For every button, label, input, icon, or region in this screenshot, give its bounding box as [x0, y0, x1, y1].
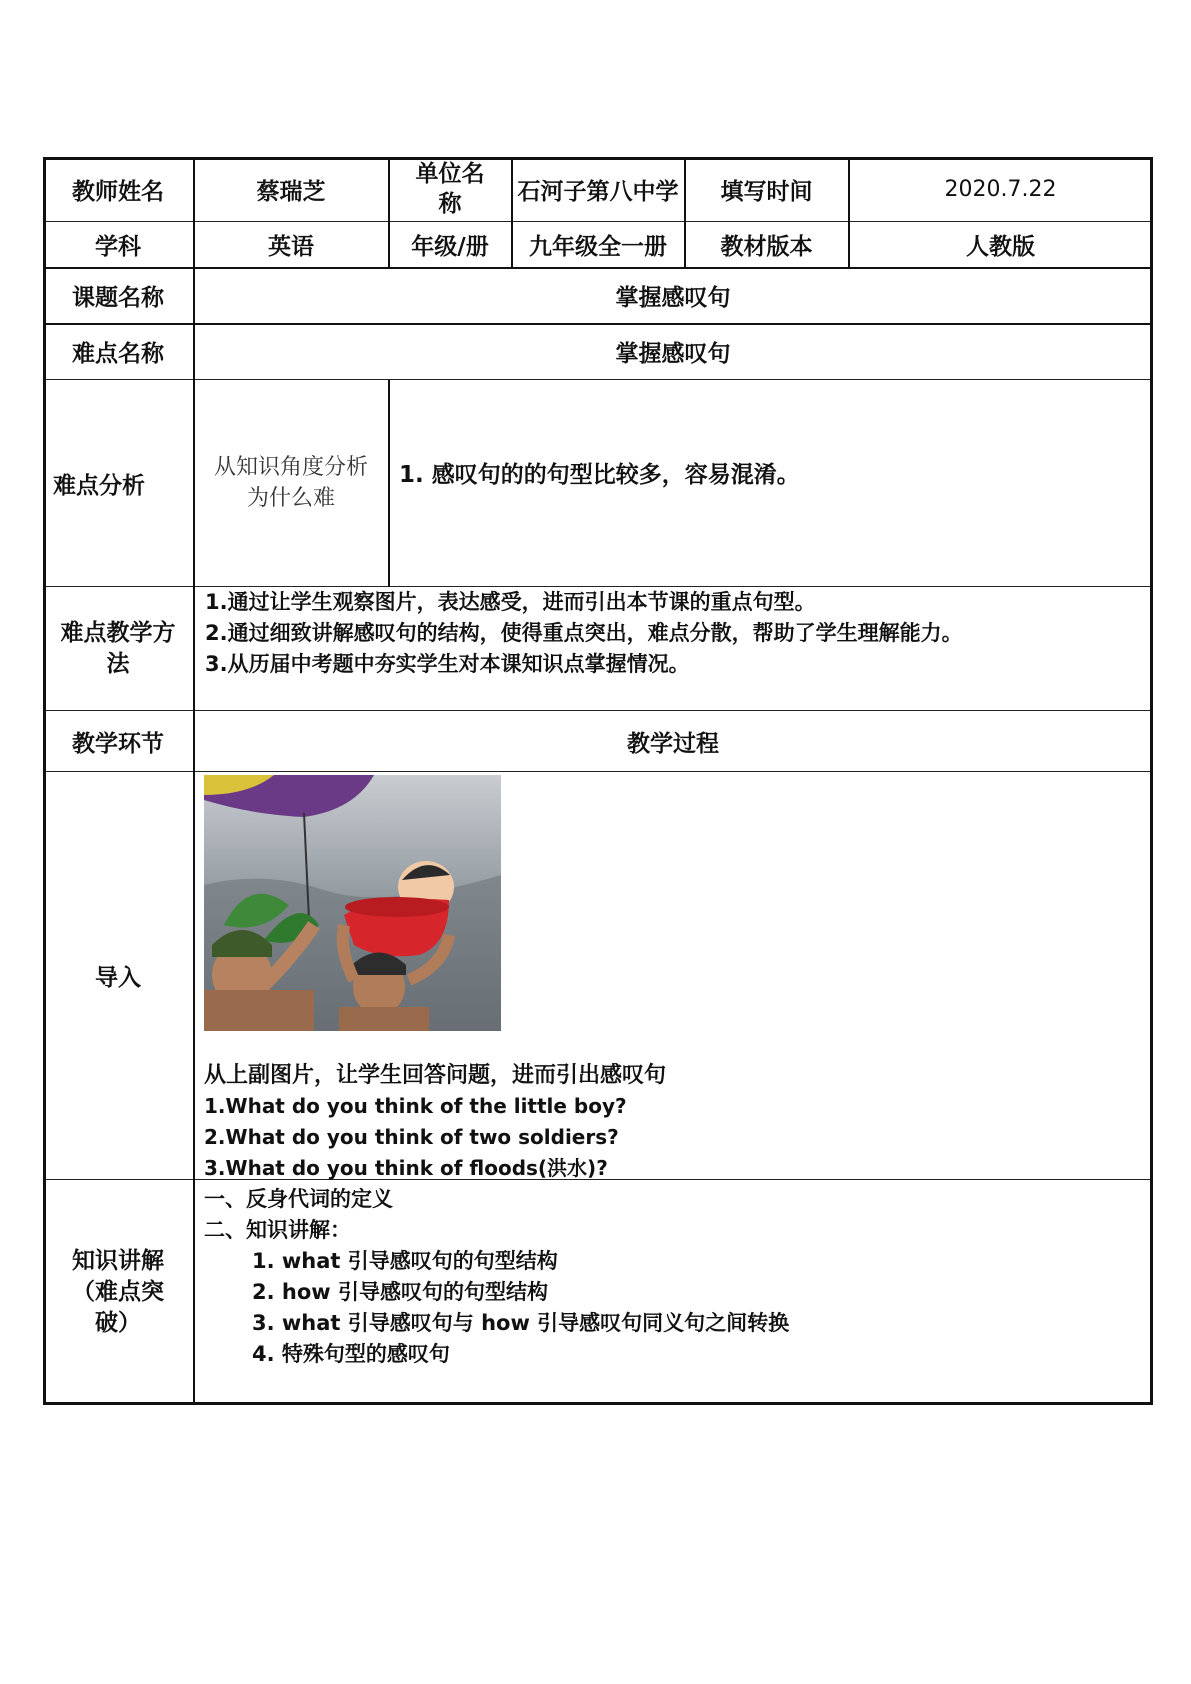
- unit-label-line1: 单位名: [415, 161, 485, 187]
- knowledge-label-line1: 知识讲解: [72, 1247, 164, 1274]
- edition-value: 人教版: [849, 222, 1153, 268]
- intro-lead: 从上副图片，让学生回答问题，进而引出感叹句: [204, 1063, 667, 1088]
- intro-question-2: 2.What do you think of two soldiers?: [204, 1125, 619, 1149]
- lesson-plan-table: [43, 157, 1153, 1405]
- knowledge-label-line2: （难点突: [72, 1278, 164, 1305]
- column-rule: [388, 157, 390, 268]
- column-rule: [193, 157, 195, 1405]
- grade-label: 年级/册: [389, 222, 512, 268]
- analysis-sub-label: [194, 380, 389, 587]
- knowledge-item-3: 3. what 引导感叹句与 how 引导感叹句同义句之间转换: [252, 1311, 790, 1335]
- column-rule: [511, 157, 513, 268]
- edition-label: 教材版本: [685, 222, 849, 268]
- knowledge-heading-2: 二、知识讲解：: [204, 1218, 351, 1242]
- process-label: 教学环节: [43, 711, 194, 772]
- method-line-2: 2.通过细致讲解感叹句的结构，使得重点突出，难点分散，帮助了学生理解能力。: [205, 621, 963, 645]
- intro-questions: [204, 1091, 627, 1184]
- method-content: [194, 587, 1153, 711]
- knowledge-item-1: 1. what 引导感叹句的句型结构: [252, 1249, 558, 1273]
- analysis-content: 1. 感叹句的的句型比较多，容易混淆。: [389, 380, 1153, 587]
- knowledge-heading-1: 一、反身代词的定义: [204, 1187, 393, 1211]
- knowledge-label-line3: 破）: [95, 1309, 141, 1336]
- teacher-name: 蔡瑞芝: [194, 157, 389, 222]
- analysis-sub-label-line2: 为什么难: [246, 486, 335, 511]
- topic-label: 课题名称: [43, 268, 194, 324]
- teacher-label: 教师姓名: [43, 157, 194, 222]
- date-value: 2020.7.22: [849, 157, 1153, 222]
- intro-question-3: 3.What do you think of floods(洪水)?: [204, 1156, 608, 1180]
- grade-value: 九年级全一册: [512, 222, 685, 268]
- subject-label: 学科: [43, 222, 194, 268]
- difficulty-value: 掌握感叹句: [194, 324, 1153, 380]
- column-rule: [388, 380, 390, 587]
- process-value: 教学过程: [194, 711, 1153, 772]
- method-label-line1: 难点教学方: [60, 619, 176, 646]
- knowledge-body: [204, 1184, 789, 1370]
- analysis-label: 难点分析: [43, 380, 194, 587]
- method-line-3: 3.从历届中考题中夯实学生对本课知识点掌握情况。: [205, 652, 690, 676]
- column-rule: [684, 157, 686, 268]
- method-line-1: 1.通过让学生观察图片，表达感受，进而引出本节课的重点句型。: [205, 590, 816, 614]
- unit-label: [389, 157, 512, 222]
- subject-value: 英语: [194, 222, 389, 268]
- difficulty-label: 难点名称: [43, 324, 194, 380]
- unit-label-line2: 称: [438, 191, 462, 217]
- knowledge-label: [43, 1180, 194, 1405]
- column-rule: [848, 157, 850, 268]
- analysis-sub-label-line1: 从知识角度分析: [213, 455, 368, 480]
- knowledge-content: [194, 1180, 1153, 1405]
- knowledge-item-2: 2. how 引导感叹句的句型结构: [252, 1280, 548, 1304]
- date-label: 填写时间: [685, 157, 849, 222]
- knowledge-item-4: 4. 特殊句型的感叹句: [252, 1342, 450, 1366]
- flood-rescue-photo: [204, 775, 501, 1031]
- intro-question-1: 1.What do you think of the little boy?: [204, 1094, 627, 1118]
- intro-label: 导入: [43, 772, 194, 1180]
- method-label: [43, 587, 194, 711]
- topic-value: 掌握感叹句: [194, 268, 1153, 324]
- unit-name: 石河子第八中学: [512, 157, 685, 222]
- method-label-line2: 法: [106, 650, 130, 677]
- row-rule: [43, 323, 1153, 325]
- row-rule: [43, 267, 1153, 269]
